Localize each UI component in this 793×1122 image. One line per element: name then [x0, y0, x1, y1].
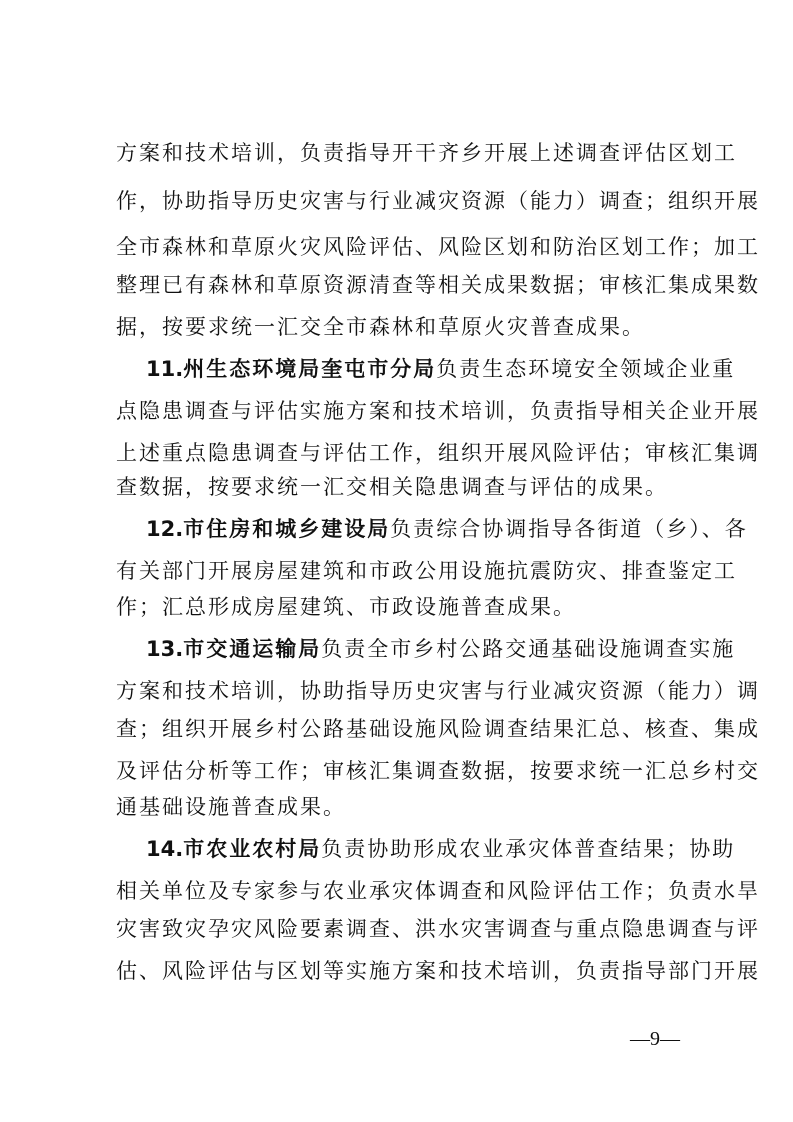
organization-name: 市交通运输局 — [183, 637, 322, 661]
text-line: 灾害致灾孕灾风险要素调查、洪水灾害调查与重点隐患调查与评 — [116, 917, 760, 941]
text-line: 作，协助指导历史灾害与行业减灾资源（能力）调查；组织开展 — [116, 189, 760, 213]
text-line: 方案和技术培训，负责指导开干齐乡开展上述调查评估区划工 — [116, 141, 737, 165]
text-line: 有关部门开展房屋建筑和市政公用设施抗震防灾、排查鉴定工 — [116, 559, 737, 583]
text-line: 查数据，按要求统一汇交相关隐患调查与评估的成果。 — [116, 475, 668, 499]
text-line: 通基础设施普查成果。 — [116, 795, 346, 819]
organization-name: 市住房和城乡建设局 — [183, 517, 391, 541]
section-12-heading-line: 12.市住房和城乡建设局负责综合协调指导各街道（乡）、各 — [146, 517, 748, 541]
text-line: 点隐患调查与评估实施方案和技术培训，负责指导相关企业开展 — [116, 399, 760, 423]
text-line: 整理已有森林和草原资源清查等相关成果数据；审核汇集成果数 — [116, 273, 760, 297]
organization-name: 州生态环境局奎屯市分局 — [183, 357, 437, 381]
text-line: 全市森林和草原火灾风险评估、风险区划和防治区划工作；加工 — [116, 235, 760, 259]
item-number: 12. — [146, 517, 184, 541]
section-14-heading-line: 14.市农业农村局负责协助形成农业承灾体普查结果；协助 — [146, 837, 736, 861]
item-number: 13. — [146, 637, 184, 661]
text-line: 据，按要求统一汇交全市森林和草原火灾普查成果。 — [116, 315, 645, 339]
organization-name: 市农业农村局 — [183, 837, 322, 861]
section-11-heading-line: 11.州生态环境局奎屯市分局负责生态环境安全领域企业重 — [146, 357, 736, 381]
text-line: 查；组织开展乡村公路基础设施风险调查结果汇总、核查、集成 — [116, 717, 760, 741]
text-line: 及评估分析等工作；审核汇集调查数据，按要求统一汇总乡村交 — [116, 759, 760, 783]
text-line: 上述重点隐患调查与评估工作，组织开展风险评估；审核汇集调 — [116, 441, 760, 465]
text-line: 相关单位及专家参与农业承灾体调查和风险评估工作；负责水旱 — [116, 879, 760, 903]
text-line: 方案和技术培训，协助指导历史灾害与行业减灾资源（能力）调 — [116, 679, 760, 703]
section-13-heading-line: 13.市交通运输局负责全市乡村公路交通基础设施调查实施 — [146, 637, 736, 661]
item-number: 14. — [146, 837, 184, 861]
page-number: —9— — [630, 1028, 680, 1050]
text-line: 作；汇总形成房屋建筑、市政设施普查成果。 — [116, 595, 576, 619]
text-line: 估、风险评估与区划等实施方案和技术培训，负责指导部门开展 — [116, 959, 760, 983]
item-number: 11. — [146, 357, 184, 381]
